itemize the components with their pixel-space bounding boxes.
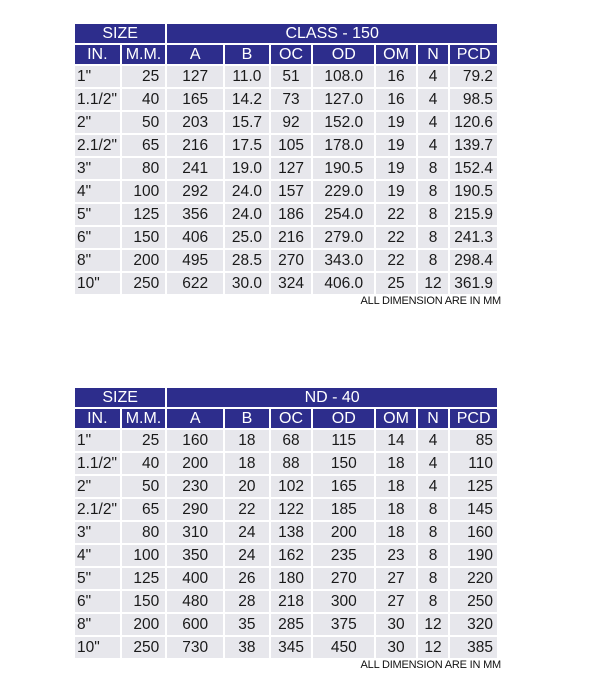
pcd-cell: 220 — [450, 568, 497, 589]
table-header — [75, 24, 497, 64]
a-cell: 165 — [167, 89, 223, 110]
nd-40-dimension-table — [73, 386, 499, 660]
size-inch-cell: 1" — [75, 66, 120, 87]
table-row — [75, 66, 497, 87]
size-mm-cell: 80 — [122, 158, 166, 179]
oc-cell: 285 — [271, 614, 312, 635]
a-cell: 216 — [167, 135, 223, 156]
oc-cell: 345 — [271, 637, 312, 658]
a-cell: 622 — [167, 273, 223, 294]
oc-cell: 138 — [271, 522, 312, 543]
om-cell: 27 — [376, 591, 416, 612]
b-cell: 15.7 — [225, 112, 269, 133]
od-cell: 300 — [313, 591, 374, 612]
table-body — [75, 430, 497, 658]
b-cell: 24 — [225, 522, 269, 543]
om-cell: 14 — [376, 430, 416, 451]
oc-cell: 216 — [271, 227, 312, 248]
table-row — [75, 181, 497, 202]
size-mm-cell: 200 — [122, 250, 166, 271]
a-cell: 310 — [167, 522, 223, 543]
class-150-dimension-table — [73, 22, 499, 296]
a-cell: 350 — [167, 545, 223, 566]
od-cell: 185 — [313, 499, 374, 520]
size-inch-cell: 10" — [75, 637, 120, 658]
column-header: A — [167, 45, 223, 64]
table-body — [75, 66, 497, 294]
od-cell: 450 — [313, 637, 374, 658]
column-header: B — [225, 45, 269, 64]
table-row — [75, 499, 497, 520]
b-cell: 38 — [225, 637, 269, 658]
column-header: IN. — [75, 409, 120, 428]
size-mm-cell: 200 — [122, 614, 166, 635]
om-cell: 25 — [376, 273, 416, 294]
om-cell: 18 — [376, 499, 416, 520]
column-header: B — [225, 409, 269, 428]
column-header: PCD — [450, 45, 497, 64]
table-row — [75, 522, 497, 543]
pcd-cell: 190.5 — [450, 181, 497, 202]
size-inch-cell: 6" — [75, 227, 120, 248]
column-header: PCD — [450, 409, 497, 428]
n-cell: 12 — [418, 614, 448, 635]
om-cell: 19 — [376, 181, 416, 202]
size-inch-cell: 3" — [75, 522, 120, 543]
a-cell: 160 — [167, 430, 223, 451]
od-cell: 200 — [313, 522, 374, 543]
size-mm-cell: 50 — [122, 476, 166, 497]
size-mm-cell: 25 — [122, 430, 166, 451]
table-row — [75, 158, 497, 179]
om-cell: 18 — [376, 522, 416, 543]
n-cell: 4 — [418, 453, 448, 474]
table-header — [75, 388, 497, 428]
size-mm-cell: 65 — [122, 135, 166, 156]
column-header: N — [418, 409, 448, 428]
n-cell: 8 — [418, 499, 448, 520]
table-row — [75, 89, 497, 110]
size-mm-cell: 65 — [122, 499, 166, 520]
a-cell: 406 — [167, 227, 223, 248]
n-cell: 8 — [418, 522, 448, 543]
pcd-cell: 298.4 — [450, 250, 497, 271]
table-row — [75, 568, 497, 589]
a-cell: 495 — [167, 250, 223, 271]
om-cell: 18 — [376, 453, 416, 474]
column-header: M.M. — [122, 409, 166, 428]
size-inch-cell: 5" — [75, 568, 120, 589]
b-cell: 14.2 — [225, 89, 269, 110]
om-cell: 16 — [376, 89, 416, 110]
b-cell: 24.0 — [225, 181, 269, 202]
od-cell: 108.0 — [313, 66, 374, 87]
size-inch-cell: 8" — [75, 614, 120, 635]
table-row — [75, 453, 497, 474]
size-inch-cell: 1.1/2" — [75, 453, 120, 474]
size-inch-cell: 4" — [75, 181, 120, 202]
n-cell: 8 — [418, 227, 448, 248]
column-header: OC — [271, 409, 312, 428]
pcd-cell: 241.3 — [450, 227, 497, 248]
n-cell: 8 — [418, 158, 448, 179]
pcd-cell: 160 — [450, 522, 497, 543]
column-header: OM — [376, 409, 416, 428]
size-mm-cell: 50 — [122, 112, 166, 133]
column-header: OM — [376, 45, 416, 64]
om-cell: 19 — [376, 158, 416, 179]
size-header: SIZE — [75, 388, 165, 407]
oc-cell: 218 — [271, 591, 312, 612]
size-header: SIZE — [75, 24, 165, 43]
om-cell: 18 — [376, 476, 416, 497]
n-cell: 8 — [418, 250, 448, 271]
oc-cell: 105 — [271, 135, 312, 156]
n-cell: 4 — [418, 66, 448, 87]
od-cell: 406.0 — [313, 273, 374, 294]
n-cell: 4 — [418, 112, 448, 133]
pcd-cell: 125 — [450, 476, 497, 497]
size-inch-cell: 2" — [75, 112, 120, 133]
od-cell: 375 — [313, 614, 374, 635]
od-cell: 254.0 — [313, 204, 374, 225]
oc-cell: 88 — [271, 453, 312, 474]
size-inch-cell: 5" — [75, 204, 120, 225]
table-row — [75, 227, 497, 248]
b-cell: 24 — [225, 545, 269, 566]
od-cell: 150 — [313, 453, 374, 474]
column-header: M.M. — [122, 45, 166, 64]
n-cell: 12 — [418, 273, 448, 294]
column-header: IN. — [75, 45, 120, 64]
om-cell: 23 — [376, 545, 416, 566]
n-cell: 8 — [418, 181, 448, 202]
pcd-cell: 190 — [450, 545, 497, 566]
size-mm-cell: 25 — [122, 66, 166, 87]
b-cell: 35 — [225, 614, 269, 635]
n-cell: 8 — [418, 568, 448, 589]
pcd-cell: 110 — [450, 453, 497, 474]
column-header: A — [167, 409, 223, 428]
b-cell: 28 — [225, 591, 269, 612]
pcd-cell: 98.5 — [450, 89, 497, 110]
a-cell: 230 — [167, 476, 223, 497]
oc-cell: 180 — [271, 568, 312, 589]
size-inch-cell: 2" — [75, 476, 120, 497]
b-cell: 28.5 — [225, 250, 269, 271]
size-mm-cell: 150 — [122, 227, 166, 248]
pcd-cell: 145 — [450, 499, 497, 520]
pcd-cell: 250 — [450, 591, 497, 612]
b-cell: 20 — [225, 476, 269, 497]
oc-cell: 157 — [271, 181, 312, 202]
n-cell: 12 — [418, 637, 448, 658]
b-cell: 24.0 — [225, 204, 269, 225]
class-header: ND - 40 — [167, 388, 497, 407]
oc-cell: 127 — [271, 158, 312, 179]
size-inch-cell: 2.1/2" — [75, 135, 120, 156]
column-header: OD — [313, 45, 374, 64]
od-cell: 152.0 — [313, 112, 374, 133]
b-cell: 22 — [225, 499, 269, 520]
pcd-cell: 85 — [450, 430, 497, 451]
om-cell: 16 — [376, 66, 416, 87]
table-row — [75, 112, 497, 133]
pcd-cell: 361.9 — [450, 273, 497, 294]
a-cell: 241 — [167, 158, 223, 179]
od-cell: 343.0 — [313, 250, 374, 271]
size-mm-cell: 250 — [122, 637, 166, 658]
oc-cell: 186 — [271, 204, 312, 225]
b-cell: 18 — [225, 453, 269, 474]
size-inch-cell: 8" — [75, 250, 120, 271]
size-inch-cell: 4" — [75, 545, 120, 566]
od-cell: 235 — [313, 545, 374, 566]
a-cell: 290 — [167, 499, 223, 520]
class-150-table-block — [75, 22, 501, 307]
nd-40-table-block — [75, 386, 501, 671]
size-inch-cell: 1.1/2" — [75, 89, 120, 110]
b-cell: 17.5 — [225, 135, 269, 156]
size-mm-cell: 125 — [122, 568, 166, 589]
om-cell: 19 — [376, 112, 416, 133]
column-header: OC — [271, 45, 312, 64]
n-cell: 4 — [418, 89, 448, 110]
size-inch-cell: 3" — [75, 158, 120, 179]
a-cell: 203 — [167, 112, 223, 133]
od-cell: 178.0 — [313, 135, 374, 156]
b-cell: 11.0 — [225, 66, 269, 87]
table-row — [75, 545, 497, 566]
n-cell: 8 — [418, 204, 448, 225]
od-cell: 165 — [313, 476, 374, 497]
table-row — [75, 591, 497, 612]
oc-cell: 270 — [271, 250, 312, 271]
size-mm-cell: 40 — [122, 89, 166, 110]
oc-cell: 122 — [271, 499, 312, 520]
a-cell: 200 — [167, 453, 223, 474]
od-cell: 279.0 — [313, 227, 374, 248]
b-cell: 25.0 — [225, 227, 269, 248]
table-row — [75, 637, 497, 658]
om-cell: 22 — [376, 250, 416, 271]
oc-cell: 324 — [271, 273, 312, 294]
size-mm-cell: 100 — [122, 181, 166, 202]
n-cell: 4 — [418, 430, 448, 451]
b-cell: 30.0 — [225, 273, 269, 294]
size-mm-cell: 40 — [122, 453, 166, 474]
dimension-note: ALL DIMENSION ARE IN MM — [360, 295, 501, 307]
om-cell: 19 — [376, 135, 416, 156]
n-cell: 8 — [418, 545, 448, 566]
column-header: N — [418, 45, 448, 64]
od-cell: 127.0 — [313, 89, 374, 110]
pcd-cell: 152.4 — [450, 158, 497, 179]
column-header: OD — [313, 409, 374, 428]
n-cell: 4 — [418, 135, 448, 156]
oc-cell: 68 — [271, 430, 312, 451]
size-mm-cell: 250 — [122, 273, 166, 294]
pcd-cell: 320 — [450, 614, 497, 635]
b-cell: 19.0 — [225, 158, 269, 179]
a-cell: 730 — [167, 637, 223, 658]
size-inch-cell: 10" — [75, 273, 120, 294]
size-mm-cell: 80 — [122, 522, 166, 543]
a-cell: 356 — [167, 204, 223, 225]
a-cell: 292 — [167, 181, 223, 202]
size-inch-cell: 1" — [75, 430, 120, 451]
pcd-cell: 120.6 — [450, 112, 497, 133]
oc-cell: 92 — [271, 112, 312, 133]
pcd-cell: 79.2 — [450, 66, 497, 87]
a-cell: 600 — [167, 614, 223, 635]
table-row — [75, 476, 497, 497]
pcd-cell: 385 — [450, 637, 497, 658]
table-row — [75, 430, 497, 451]
table-row — [75, 135, 497, 156]
a-cell: 480 — [167, 591, 223, 612]
table-row — [75, 204, 497, 225]
od-cell: 229.0 — [313, 181, 374, 202]
n-cell: 4 — [418, 476, 448, 497]
om-cell: 30 — [376, 637, 416, 658]
pcd-cell: 139.7 — [450, 135, 497, 156]
oc-cell: 51 — [271, 66, 312, 87]
a-cell: 127 — [167, 66, 223, 87]
dimension-note: ALL DIMENSION ARE IN MM — [360, 659, 501, 671]
size-mm-cell: 150 — [122, 591, 166, 612]
class-header: CLASS - 150 — [167, 24, 497, 43]
oc-cell: 73 — [271, 89, 312, 110]
b-cell: 18 — [225, 430, 269, 451]
n-cell: 8 — [418, 591, 448, 612]
size-mm-cell: 125 — [122, 204, 166, 225]
om-cell: 22 — [376, 204, 416, 225]
size-mm-cell: 100 — [122, 545, 166, 566]
om-cell: 27 — [376, 568, 416, 589]
size-inch-cell: 6" — [75, 591, 120, 612]
b-cell: 26 — [225, 568, 269, 589]
om-cell: 30 — [376, 614, 416, 635]
od-cell: 270 — [313, 568, 374, 589]
pcd-cell: 215.9 — [450, 204, 497, 225]
table-row — [75, 250, 497, 271]
table-row — [75, 273, 497, 294]
table-row — [75, 614, 497, 635]
od-cell: 190.5 — [313, 158, 374, 179]
a-cell: 400 — [167, 568, 223, 589]
oc-cell: 162 — [271, 545, 312, 566]
oc-cell: 102 — [271, 476, 312, 497]
om-cell: 22 — [376, 227, 416, 248]
size-inch-cell: 2.1/2" — [75, 499, 120, 520]
od-cell: 115 — [313, 430, 374, 451]
